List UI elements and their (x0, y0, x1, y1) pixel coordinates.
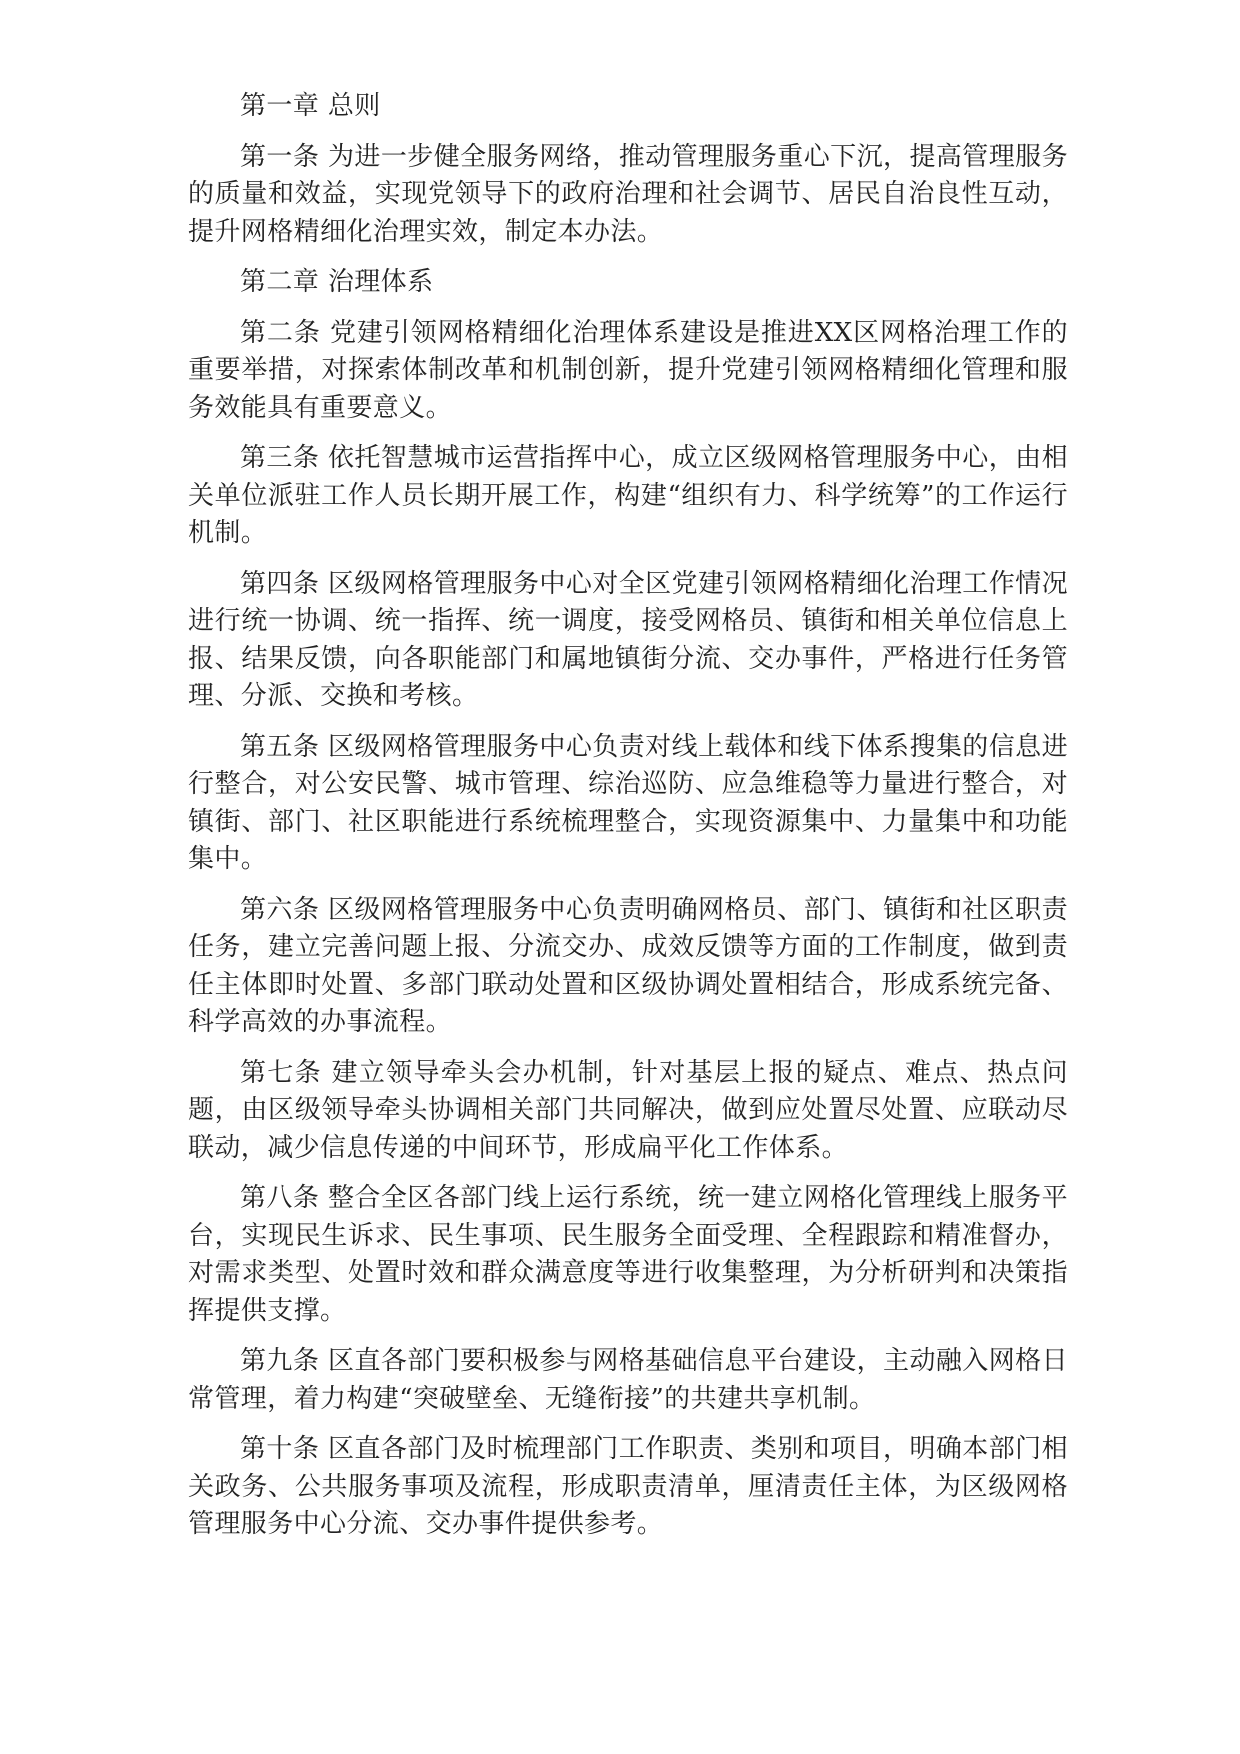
chapter-heading-2: 第二章 治理体系 (240, 267, 434, 297)
article-10: 第十条 区直各部门及时梳理部门工作职责、类别和项目，明确本部门相关政务、公共服务事项及流程，形成职责清单，厘清责任主体，为区级网格管理服务中心分流、交办事件提供参考。 (188, 1434, 1068, 1539)
article-6: 第六条 区级网格管理服务中心负责明确网格员、部门、镇街和社区职责任务，建立完善问题上报、分流交办、成效反馈等方面的工作制度，做到责任主体即时处置、多部门联动处置和区级协调处置相结合，形成系统完备、科学高效的办事流程。 (188, 894, 1068, 1037)
article-3: 第三条 依托智慧城市运营指挥中心，成立区级网格管理服务中心，由相关单位派驻工作人员长期开展工作，构建“组织有力、科学统筹”的工作运行机制。 (188, 443, 1068, 548)
article-5: 第五条 区级网格管理服务中心负责对线上载体和线下体系搜集的信息进行整合，对公安民警、城市管理、综治巡防、应急维稳等力量进行整合，对镇街、部门、社区职能进行系统梳理整合，实现资源集中、力量集中和功能集中。 (188, 731, 1068, 874)
article-4: 第四条 区级网格管理服务中心对全区党建引领网格精细化治理工作情况进行统一协调、统一指挥、统一调度，接受网格员、镇街和相关单位信息上报、结果反馈，向各职能部门和属地镇街分流、交办事件，严格进行任务管理、分派、交换和考核。 (188, 568, 1068, 711)
article-9: 第九条 区直各部门要积极参与网格基础信息平台建设，主动融入网格日常管理，着力构建“突破壁垒、无缝衔接”的共建共享机制。 (188, 1346, 1068, 1414)
article-1: 第一条 为进一步健全服务网络，推动管理服务重心下沉，提高管理服务的质量和效益，实现党领导下的政府治理和社会调节、居民自治良性互动，提升网格精细化治理实效，制定本办法。 (188, 141, 1068, 247)
article-8: 第八条 整合全区各部门线上运行系统，统一建立网格化管理线上服务平台，实现民生诉求、民生事项、民生服务全面受理、全程跟踪和精准督办，对需求类型、处置时效和群众满意度等进行收集整理，为分析研判和决策指挥提供支撑。 (188, 1183, 1068, 1326)
chapter-heading-1: 第一章 总则 (240, 91, 381, 121)
document-page (188, 88, 1068, 1557)
article-2: 第二条 党建引领网格精细化治理体系建设是推进XX区网格治理工作的重要举措，对探索体制改革和机制创新，提升党建引领网格精细化管理和服务效能具有重要意义。 (188, 317, 1068, 423)
article-7: 第七条 建立领导牵头会办机制，针对基层上报的疑点、难点、热点问题，由区级领导牵头协调相关部门共同解决，做到应处置尽处置、应联动尽联动，减少信息传递的中间环节，形成扁平化工作体系。 (188, 1057, 1068, 1163)
